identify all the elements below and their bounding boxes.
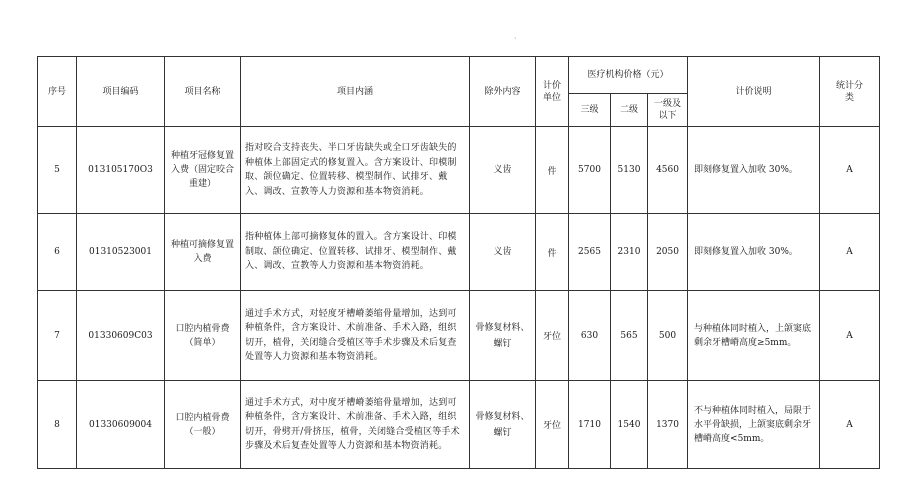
fee-table xyxy=(37,56,880,469)
cell-price-level1: 1370 xyxy=(648,381,688,469)
cell-category: A xyxy=(820,291,880,381)
cell-price-level3: 2565 xyxy=(569,214,611,291)
cell-price-level2: 565 xyxy=(611,291,648,381)
header-unit: 计价单位 xyxy=(536,57,569,127)
cell-code: 01330609004 xyxy=(77,381,165,469)
cell-code: 01330609C03 xyxy=(77,291,165,381)
cell-price-level3: 1710 xyxy=(569,381,611,469)
header-excluded: 除外内容 xyxy=(470,57,536,127)
header-code: 项目编码 xyxy=(77,57,165,127)
header-note: 计价说明 xyxy=(688,57,820,127)
cell-note: 不与种植体同时植入，局限于水平骨缺损，上颌窦底剩余牙槽嵴高度<5mm。 xyxy=(688,381,820,469)
cell-name: 种植可摘修复置入费 xyxy=(165,214,241,291)
cell-excluded: 义齿 xyxy=(470,127,536,214)
cell-content: 通过手术方式，对轻度牙槽嵴萎缩骨量增加，达到可种植条件，含方案设计、术前准备、手术入路，组织切开，植骨，关闭缝合受植区等手术步骤及术后复查处置等人力资源和基本物资消耗。 xyxy=(241,291,470,381)
cell-price-level1: 500 xyxy=(648,291,688,381)
header-row xyxy=(38,57,880,94)
cell-unit: 件 xyxy=(536,127,569,214)
cell-content: 通过手术方式，对中度牙槽嵴萎缩骨量增加，达到可种植条件，含方案设计、术前准备、手术入路，组织切开，骨劈开/骨挤压，植骨，关闭缝合受植区等手术步骤及术后复查处置等人力资源和基本物资消耗。 xyxy=(241,381,470,469)
cell-note: 与种植体同时植入，上颌窦底剩余牙槽嵴高度≥5mm。 xyxy=(688,291,820,381)
cell-price-level1: 4560 xyxy=(648,127,688,214)
cell-code: 01310523001 xyxy=(77,214,165,291)
cell-excluded: 骨修复材料、螺钉 xyxy=(470,291,536,381)
cell-excluded: 义齿 xyxy=(470,214,536,291)
header-level1: 一级及以下 xyxy=(648,94,688,127)
scan-mark: · xyxy=(514,34,517,43)
cell-price-level3: 5700 xyxy=(569,127,611,214)
cell-seq: 5 xyxy=(38,127,77,214)
header-level3: 三级 xyxy=(569,94,611,127)
cell-seq: 7 xyxy=(38,291,77,381)
cell-seq: 6 xyxy=(38,214,77,291)
cell-category: A xyxy=(820,127,880,214)
header-name: 项目名称 xyxy=(165,57,241,127)
table-row xyxy=(38,214,880,291)
cell-price-level2: 5130 xyxy=(611,127,648,214)
table-row xyxy=(38,127,880,214)
cell-category: A xyxy=(820,381,880,469)
cell-category: A xyxy=(820,214,880,291)
cell-price-level1: 2050 xyxy=(648,214,688,291)
table-row xyxy=(38,381,880,469)
cell-price-level2: 2310 xyxy=(611,214,648,291)
header-level2: 二级 xyxy=(611,94,648,127)
cell-seq: 8 xyxy=(38,381,77,469)
cell-price-level3: 630 xyxy=(569,291,611,381)
header-content: 项目内涵 xyxy=(241,57,470,127)
table-row xyxy=(38,291,880,381)
cell-unit: 件 xyxy=(536,214,569,291)
cell-name: 口腔内植骨费（一般） xyxy=(165,381,241,469)
cell-name: 口腔内植骨费（简单） xyxy=(165,291,241,381)
cell-content: 指种植体上部可摘修复体的置入。含方案设计、印模制取、颌位确定、位置转移、试排牙、模型制作、戴入、调改、宣教等人力资源和基本物资消耗。 xyxy=(241,214,470,291)
cell-content: 指对咬合支持丧失、半口牙齿缺失或全口牙齿缺失的种植体上部固定式的修复置入。含方案设计、印模制取、颌位确定、位置转移、模型制作、试排牙、戴入、调改、宣教等人力资源和基本物资消耗。 xyxy=(241,127,470,214)
header-seq: 序号 xyxy=(38,57,77,127)
cell-name: 种植牙冠修复置入费（固定咬合重建） xyxy=(165,127,241,214)
cell-note: 即刻修复置入加收 30%。 xyxy=(688,127,820,214)
cell-excluded: 骨修复材料、螺钉 xyxy=(470,381,536,469)
cell-code: 013105170O3 xyxy=(77,127,165,214)
header-price-group: 医疗机构价格（元） xyxy=(569,57,688,94)
cell-note: 即刻修复置入加收 30%。 xyxy=(688,214,820,291)
cell-unit: 牙位 xyxy=(536,291,569,381)
cell-price-level2: 1540 xyxy=(611,381,648,469)
header-category: 统计分类 xyxy=(820,57,880,127)
cell-unit: 牙位 xyxy=(536,381,569,469)
